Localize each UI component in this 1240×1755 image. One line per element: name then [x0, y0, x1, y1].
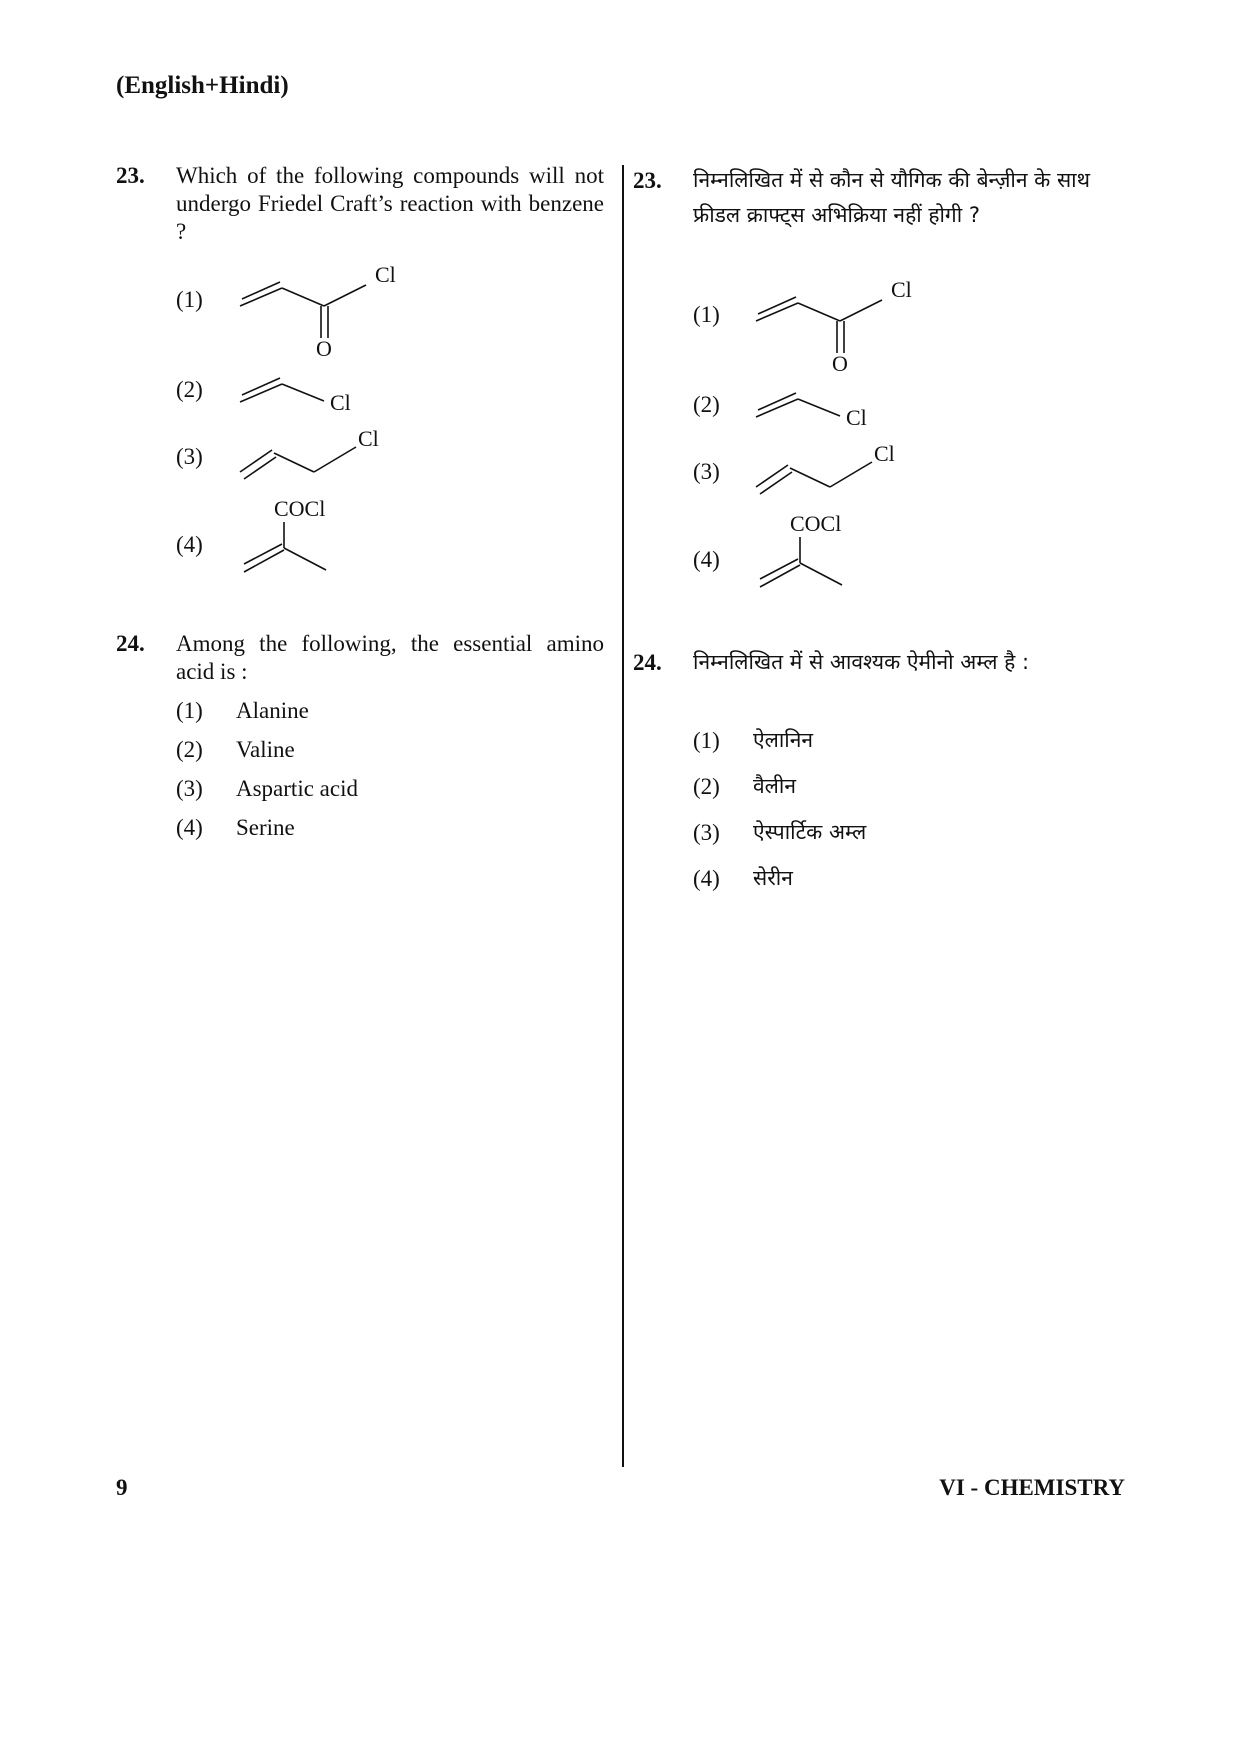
q24-option-1-number: (1): [176, 698, 203, 723]
question-23-number: 23.: [116, 163, 145, 188]
q23-option-2-number: (2): [176, 377, 203, 402]
question-23-text-hindi-line1: निम्नलिखित में से कौन से यौगिक की बेन्ज़ीन के साथ: [693, 168, 1091, 192]
q23-option-3-number: (3): [176, 444, 203, 469]
chlorine-label: Cl: [358, 426, 379, 451]
q23-option-2-structure: [230, 366, 370, 416]
page-number: 9: [116, 1475, 128, 1500]
question-24-text: Among the following, the essential amino acid is :: [176, 631, 604, 684]
acid-chloride-label: COCl: [790, 511, 842, 536]
q23-option-4-structure: [230, 492, 370, 582]
q23-option-3-structure: [230, 422, 400, 484]
q24-hindi-option-3-text: ऐस्पार्टिक अम्ल: [753, 820, 867, 844]
q24-hindi-option-2-number: (2): [693, 774, 720, 799]
q23-hindi-option-4-number: (4): [693, 547, 720, 572]
q24-option-3-text: Aspartic acid: [236, 776, 358, 801]
q23-option-4-number: (4): [176, 532, 203, 557]
question-23-number-hindi: 23.: [633, 168, 662, 193]
q24-option-1-text: Alanine: [236, 698, 309, 723]
q23-hindi-option-2-structure: [746, 381, 886, 431]
q23-hindi-option-1-structure: [746, 273, 926, 373]
q23-hindi-option-3-number: (3): [693, 459, 720, 484]
q24-option-2-number: (2): [176, 737, 203, 762]
q24-hindi-option-2-text: वैलीन: [753, 774, 797, 798]
q23-hindi-option-2-number: (2): [693, 392, 720, 417]
question-24-text-hindi: निम्नलिखित में से आवश्यक ऐमीनो अम्ल है :: [693, 650, 1030, 674]
q23-hindi-option-4-structure: [746, 507, 886, 597]
q24-hindi-option-4-text: सेरीन: [753, 866, 793, 890]
question-24-number: 24.: [116, 631, 145, 656]
q24-hindi-option-3-number: (3): [693, 820, 720, 845]
question-23-text-hindi-line2: फ्रीडल क्राफ्ट्स अभिक्रिया नहीं होगी ?: [693, 203, 981, 227]
paper-language-header: (English+Hindi): [116, 72, 289, 99]
q24-option-4-text: Serine: [236, 815, 295, 840]
oxygen-label: O: [316, 336, 332, 358]
chlorine-label: Cl: [874, 441, 895, 466]
q24-hindi-option-4-number: (4): [693, 866, 720, 891]
question-24-number-hindi: 24.: [633, 650, 662, 675]
column-divider: [622, 165, 624, 1467]
q24-hindi-option-1-number: (1): [693, 728, 720, 753]
q23-hindi-option-1-number: (1): [693, 302, 720, 327]
subject-label: VI - CHEMISTRY: [939, 1475, 1125, 1500]
q24-option-4-number: (4): [176, 815, 203, 840]
q23-option-1-structure: [230, 258, 410, 358]
acid-chloride-label: COCl: [274, 496, 326, 521]
q23-hindi-option-3-structure: [746, 437, 916, 499]
oxygen-label: O: [832, 351, 848, 373]
chlorine-label: Cl: [846, 405, 867, 430]
question-23-text: Which of the following compounds will not undergo Friedel Craft’s reaction with benzene ?: [176, 163, 604, 244]
q24-option-2-text: Valine: [236, 737, 295, 762]
chlorine-label: Cl: [891, 277, 912, 302]
q24-option-3-number: (3): [176, 776, 203, 801]
chlorine-label: Cl: [375, 262, 396, 287]
chlorine-label: Cl: [330, 390, 351, 415]
q23-option-1-number: (1): [176, 287, 203, 312]
q24-hindi-option-1-text: ऐलानिन: [753, 728, 814, 752]
